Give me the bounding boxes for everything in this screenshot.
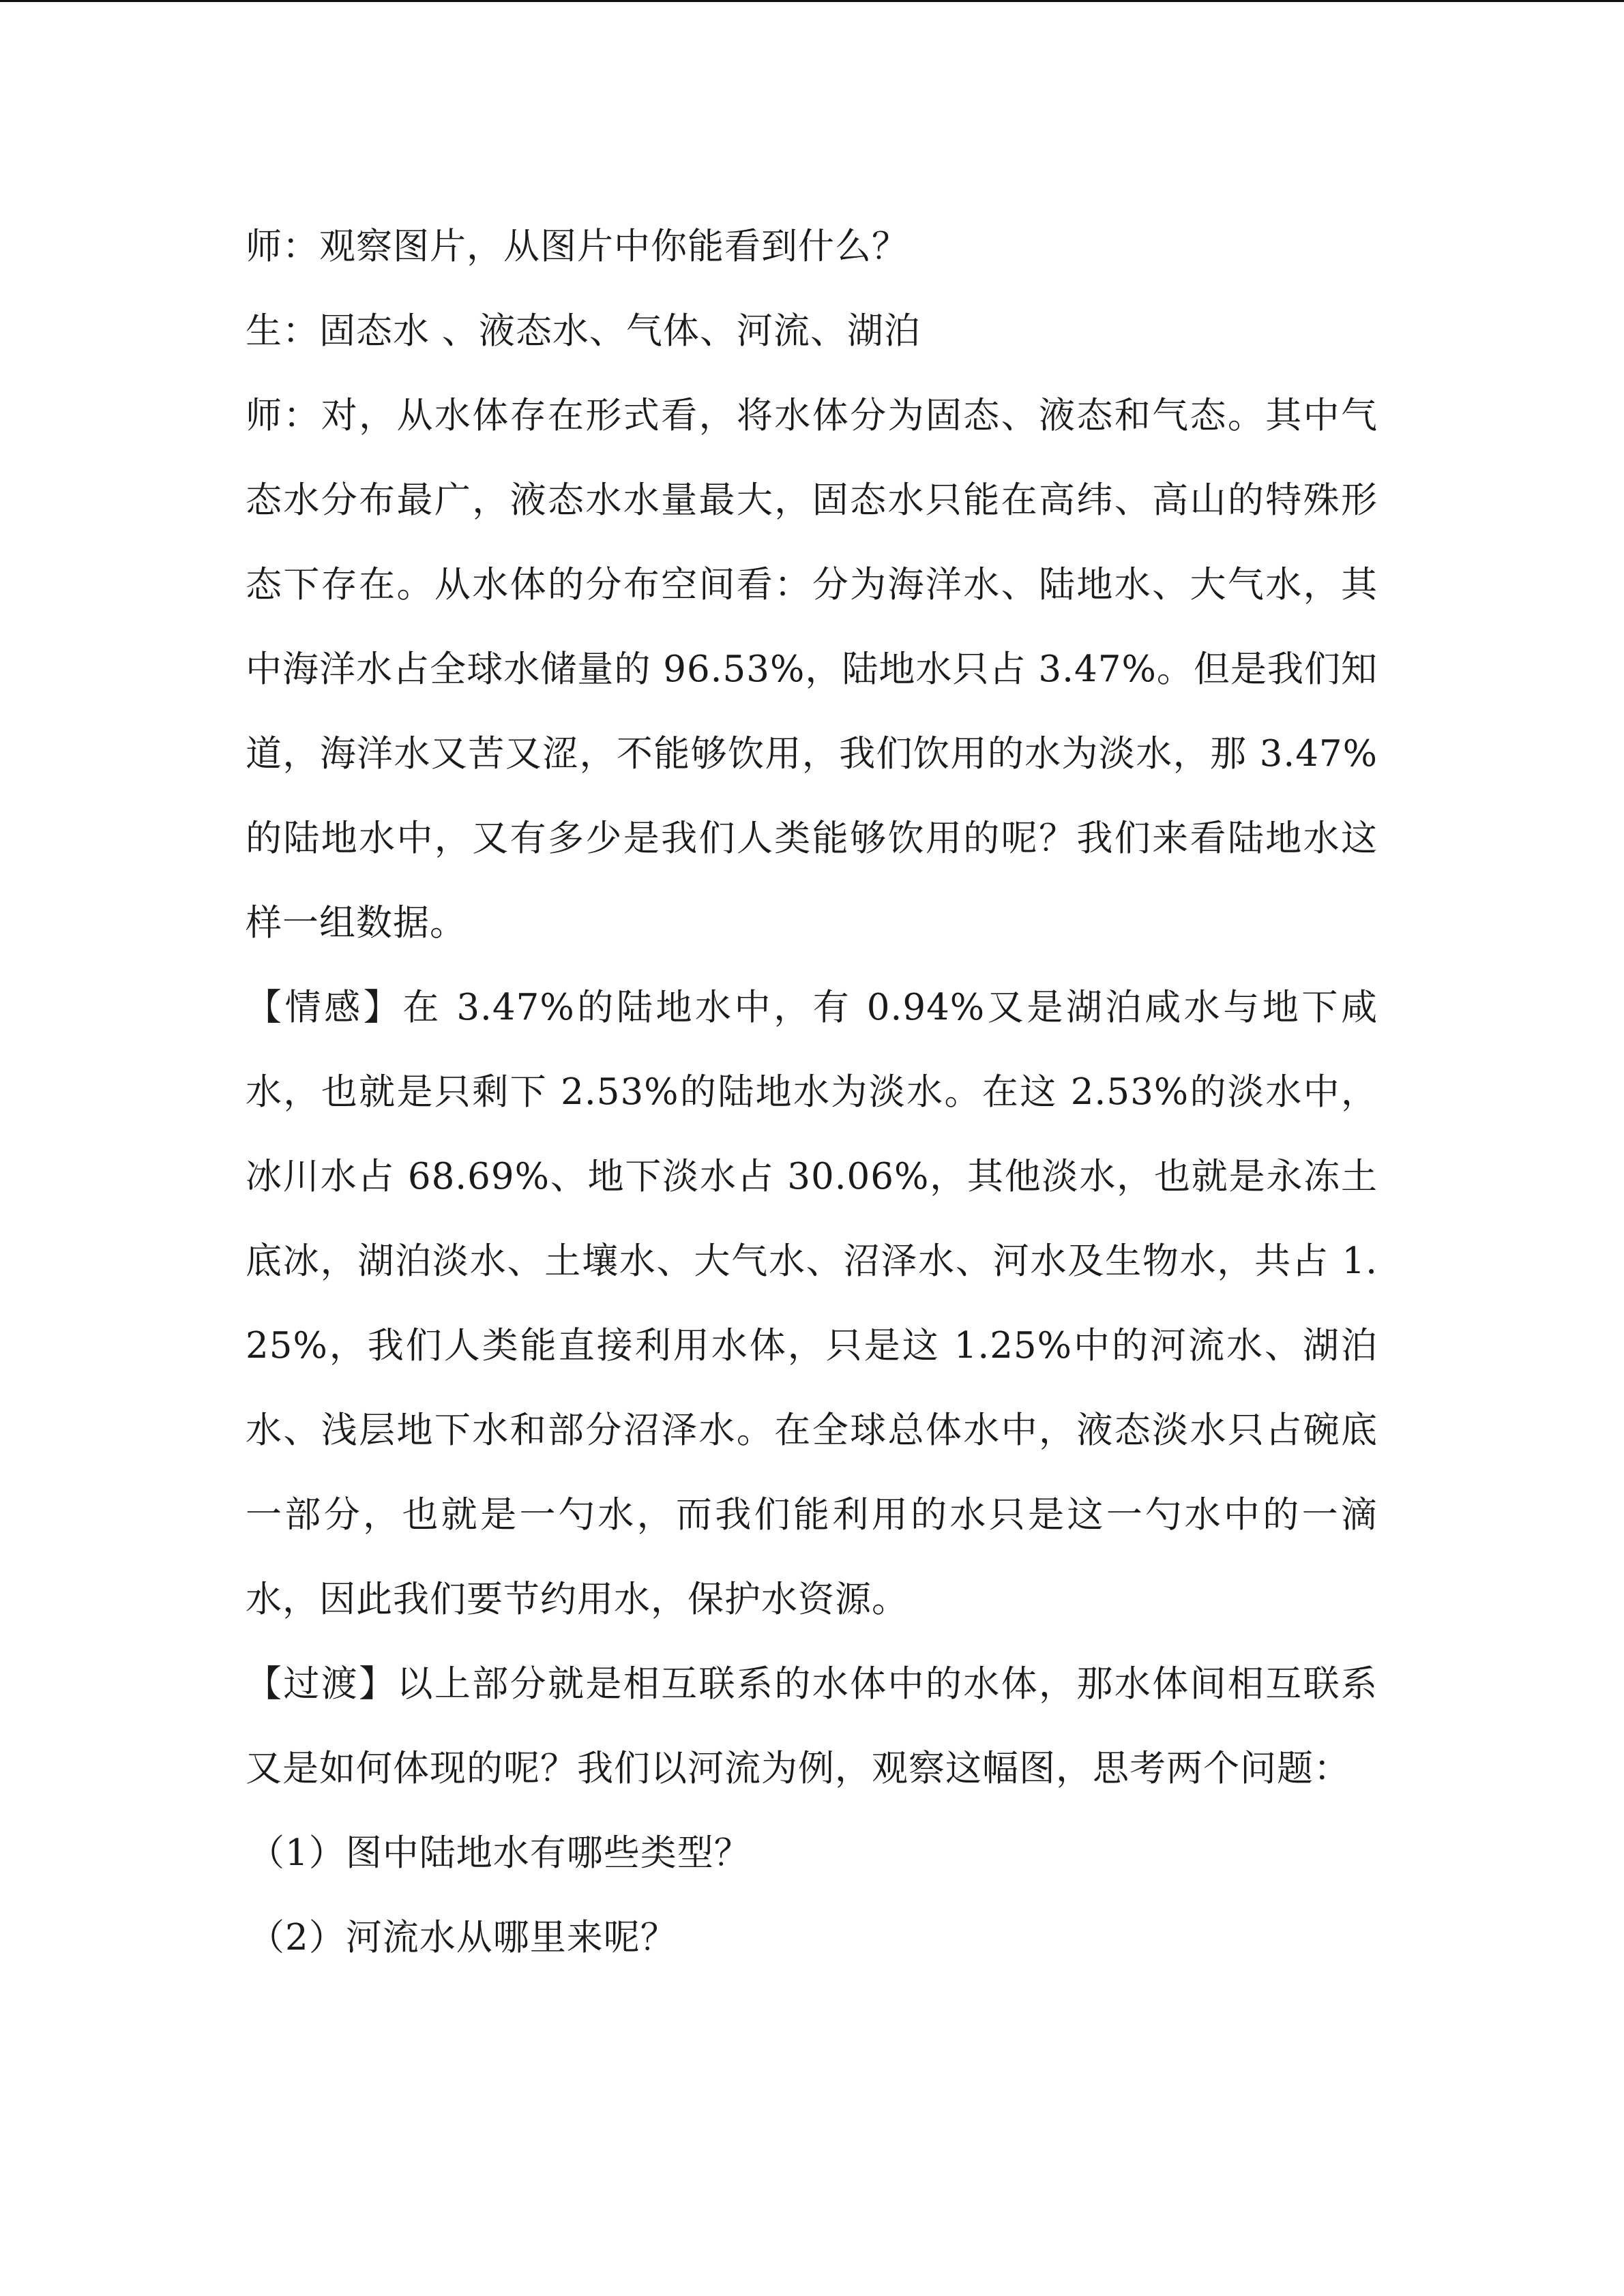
paragraph-student-answer: 生：固态水 、液态水、气体、河流、湖泊 — [246, 310, 921, 352]
paragraph-emotion: 【情感】在 3.47%的陆地水中，有 0.94%又是湖泊咸水与地下咸水，也就是只剩下 2.53%的陆地水为淡水。在这 2.53%的淡水中，冰川水占 68.69%、地下淡水占 30.06%，其他淡水，也就是永冻土底冰，湖泊淡水、土壤水、大气水、沼泽水、河水及生物水，共占 1.25%，我们人类能直接利用水体，只是这 1.25%中的河流水、湖泊水、浅层地下水和部分沼泽水。在全球总体水中，液态淡水只占碗底一部分，也就是一勺水，而我们能利用的水只是这一勺水中的一滴水，因此我们要节约用水，保护水资源。 — [246, 987, 1378, 1620]
question-item-1: （1）图中陆地水有哪些类型？ — [248, 1832, 751, 1874]
paragraph-transition: 【过渡】以上部分就是相互联系的水体中的水体，那水体间相互联系又是如何体现的呢？我们以河流为例，观察这幅图，思考两个问题： — [246, 1663, 1378, 1789]
question-item-2: （2）河流水从哪里来呢？ — [248, 1917, 677, 1958]
page-top-border — [0, 0, 1624, 2]
paragraph-teacher-explanation: 师：对，从水体存在形式看，将水体分为固态、液态和气态。其中气态水分布最广，液态水水量最大，固态水只能在高纬、高山的特殊形态下存在。从水体的分布空间看：分为海洋水、陆地水、大气水，其中海洋水占全球水储量的 96.53%，陆地水只占 3.47%。但是我们知道，海洋水又苦又涩，不能够饮用，我们饮用的水为淡水，那 3.47%的陆地水中，又有多少是我们人类能够饮用的呢？我们来看陆地水这样一组数据。 — [246, 395, 1378, 944]
paragraph-teacher-question: 师：观察图片，从图片中你能看到什么？ — [246, 226, 909, 267]
document-body — [246, 205, 1378, 1980]
